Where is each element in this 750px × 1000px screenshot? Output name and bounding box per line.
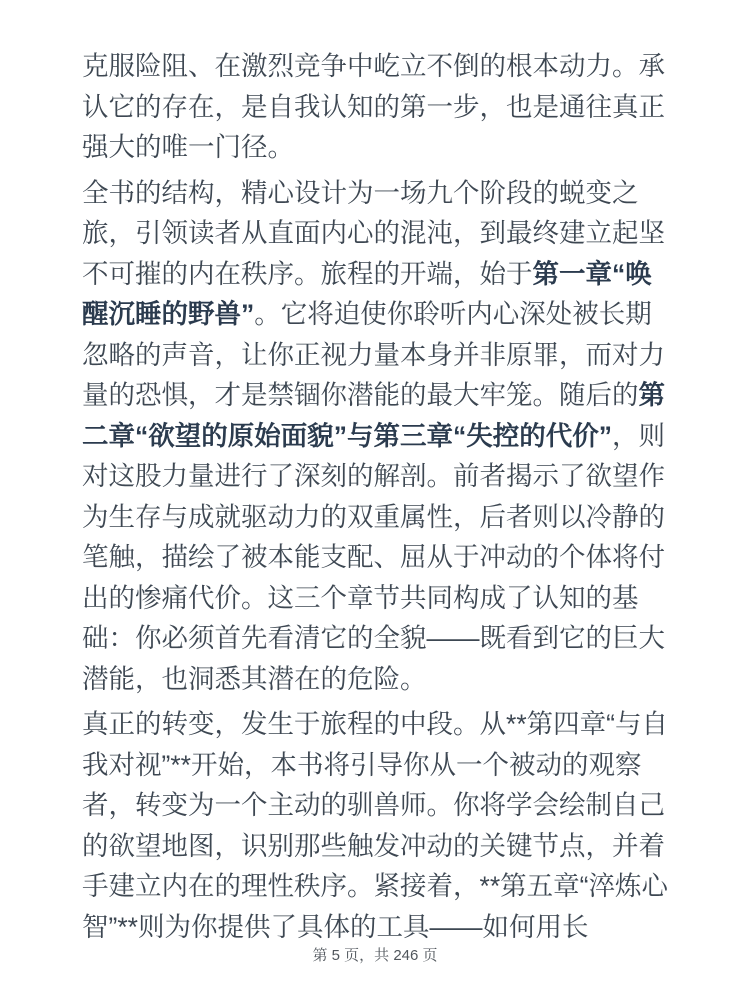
text-run: 。它将迫使你聆听内心深处被长期忽略的声音，让你正视力量本身并非原罪，而对力量的恐惧，才是禁锢你潜能的最大牢笼。随后的 bbox=[82, 299, 665, 410]
text-run: 全书的结构，精心设计为一场九个阶段的蜕变之旅，引领读者从直面内心的混沌，到最终建立起坚不可摧的内在秩序。旅程的开端，始于 bbox=[82, 177, 665, 289]
bold-text-run: 第二章“欲望的原始面貌”与第三章“失控的代价” bbox=[82, 380, 665, 451]
page-number-text: 第 5 页，共 246 页 bbox=[312, 947, 438, 964]
bold-text-run: 第一章“唤醒沉睡的野兽” bbox=[82, 258, 652, 329]
paragraph bbox=[82, 704, 670, 947]
page-number-footer bbox=[0, 944, 750, 965]
paragraph bbox=[82, 46, 670, 168]
text-run: 真正的转变，发生于旅程的中段。从**第四章“与自我对视”**开始，本书将引导你从一个被动的观察者，转变为一个主动的驯兽师。你将学会绘制自己的欲望地图，识别那些触发冲动的关键节点，并着手建立内在的理性秩序。紧接着，**第五章“淬炼心智”**则为你提供了具体的工具——如何用长 bbox=[82, 709, 668, 942]
text-run: 克服险阻、在激烈竞争中屹立不倒的根本动力。承认它的存在，是自我认知的第一步，也是通往真正强大的唯一门径。 bbox=[82, 51, 665, 162]
text-run: ，则对这股力量进行了深刻的解剖。前者揭示了欲望作为生存与成就驱动力的双重属性，后者则以冷静的笔触，描绘了被本能支配、屈从于冲动的个体将付出的惨痛代价。这三个章节共同构成了认知的基础：你必须首先看清它的全貌——既看到它的巨大潜能，也洞悉其潜在的危险。 bbox=[82, 420, 665, 694]
paragraph bbox=[82, 173, 670, 700]
document-body bbox=[82, 46, 670, 952]
